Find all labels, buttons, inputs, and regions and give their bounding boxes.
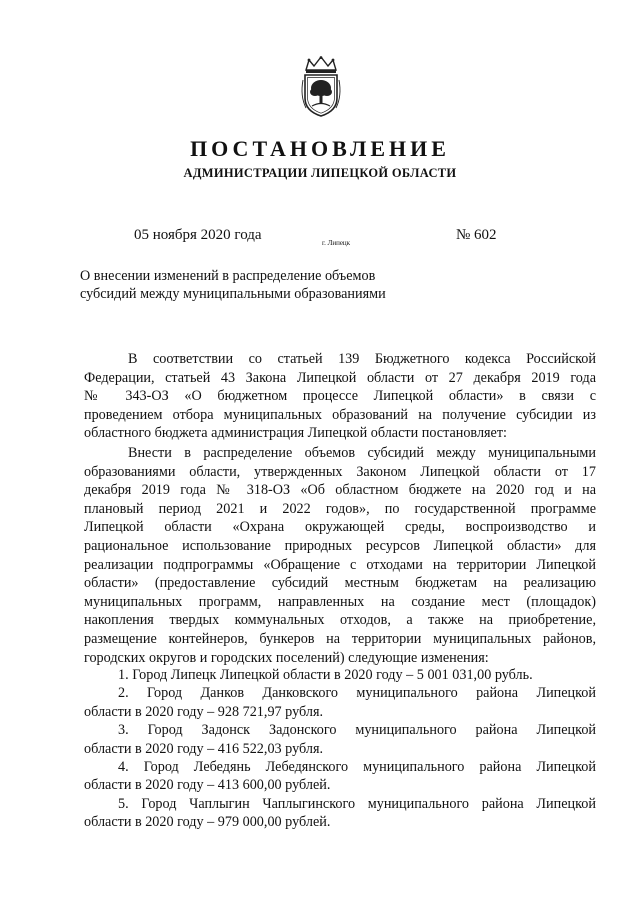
- list-item-continuation: области в 2020 году – 416 522,03 рубля.: [84, 740, 324, 757]
- subject-line: О внесении изменений в распределение объемов: [80, 268, 376, 284]
- list-item: 1. Город Липецк Липецкой области в 2020 году – 5 001 031,00 рубль.: [118, 667, 533, 683]
- list-item: 2. Город Данков Данковского муниципального района Липецкой: [118, 685, 596, 702]
- issuing-authority: АДМИНИСТРАЦИИ ЛИПЕЦКОЙ ОБЛАСТИ: [183, 166, 457, 180]
- text-line: образованиями области, утвержденных Законом Липецкой области от 17: [84, 463, 596, 480]
- subject-line: субсидий между муниципальными образованиями: [80, 286, 386, 302]
- text-line: накопления твердых коммунальных отходов, а также на приобретение,: [84, 612, 596, 629]
- list-item: 4. Город Лебедянь Лебедянского муниципального района Липецкой: [118, 759, 596, 776]
- text-line: В соответствии со статьей 139 Бюджетного кодекса Российской: [128, 351, 596, 367]
- document-title: ПОСТАНОВЛЕНИЕ: [190, 136, 450, 161]
- list-item: 3. Город Задонск Задонского муниципального района Липецкой: [118, 722, 596, 739]
- text-line: проведением отбора муниципальных образований на получение субсидии из: [84, 406, 596, 423]
- document-number: № 602: [456, 227, 497, 243]
- document-date: 05 ноября 2020 года: [134, 227, 262, 243]
- text-line: № 343-ОЗ «О бюджетном процессе Липецкой области» в связи с: [84, 388, 596, 405]
- list-item-continuation: области в 2020 году – 413 600,00 рублей.: [84, 777, 331, 794]
- preamble-paragraph: [84, 350, 596, 443]
- text-line: рациональное использование природных ресурсов Липецкой области» для: [84, 537, 596, 554]
- text-line: размещение контейнеров, бункеров на территории муниципальных районов,: [84, 630, 596, 647]
- document-place: г. Липецк: [322, 239, 351, 247]
- text-line: Федерации, статьей 43 Закона Липецкой области от 27 декабря 2019 года: [84, 369, 596, 386]
- text-line: плановый период 2021 и 2022 годов», по государственной программе: [84, 500, 596, 517]
- list-item: 5. Город Чаплыгин Чаплыгинского муниципального района Липецкой: [118, 795, 596, 812]
- text-line: муниципальных программ, направленных на создание мест (площадок): [84, 593, 596, 610]
- text-line: Липецкой области «Охрана окружающей среды, воспроизводство и: [84, 519, 596, 536]
- text-line: реализации подпрограммы «Обращение с отходами на территории Липецкой: [84, 556, 596, 573]
- text-line: Внести в распределение объемов субсидий между муниципальными: [128, 445, 596, 461]
- list-item-continuation: области в 2020 году – 979 000,00 рублей.: [84, 814, 331, 831]
- list-item-continuation: области в 2020 году – 928 721,97 рубля.: [84, 703, 324, 720]
- coat-of-arms-icon: [298, 56, 344, 118]
- body-paragraph: [84, 444, 596, 667]
- changes-list: [84, 666, 596, 832]
- text-line: областного бюджета администрация Липецкой области постановляет:: [84, 425, 507, 442]
- text-line: области» (предоставление субсидий местным бюджетам на реализацию: [84, 575, 596, 592]
- text-line: городских округов и городских поселений) следующие изменения:: [84, 649, 489, 666]
- text-line: декабря 2019 года № 318-ОЗ «Об областном бюджете на 2020 год и на: [84, 482, 596, 499]
- document-subject: [80, 267, 386, 303]
